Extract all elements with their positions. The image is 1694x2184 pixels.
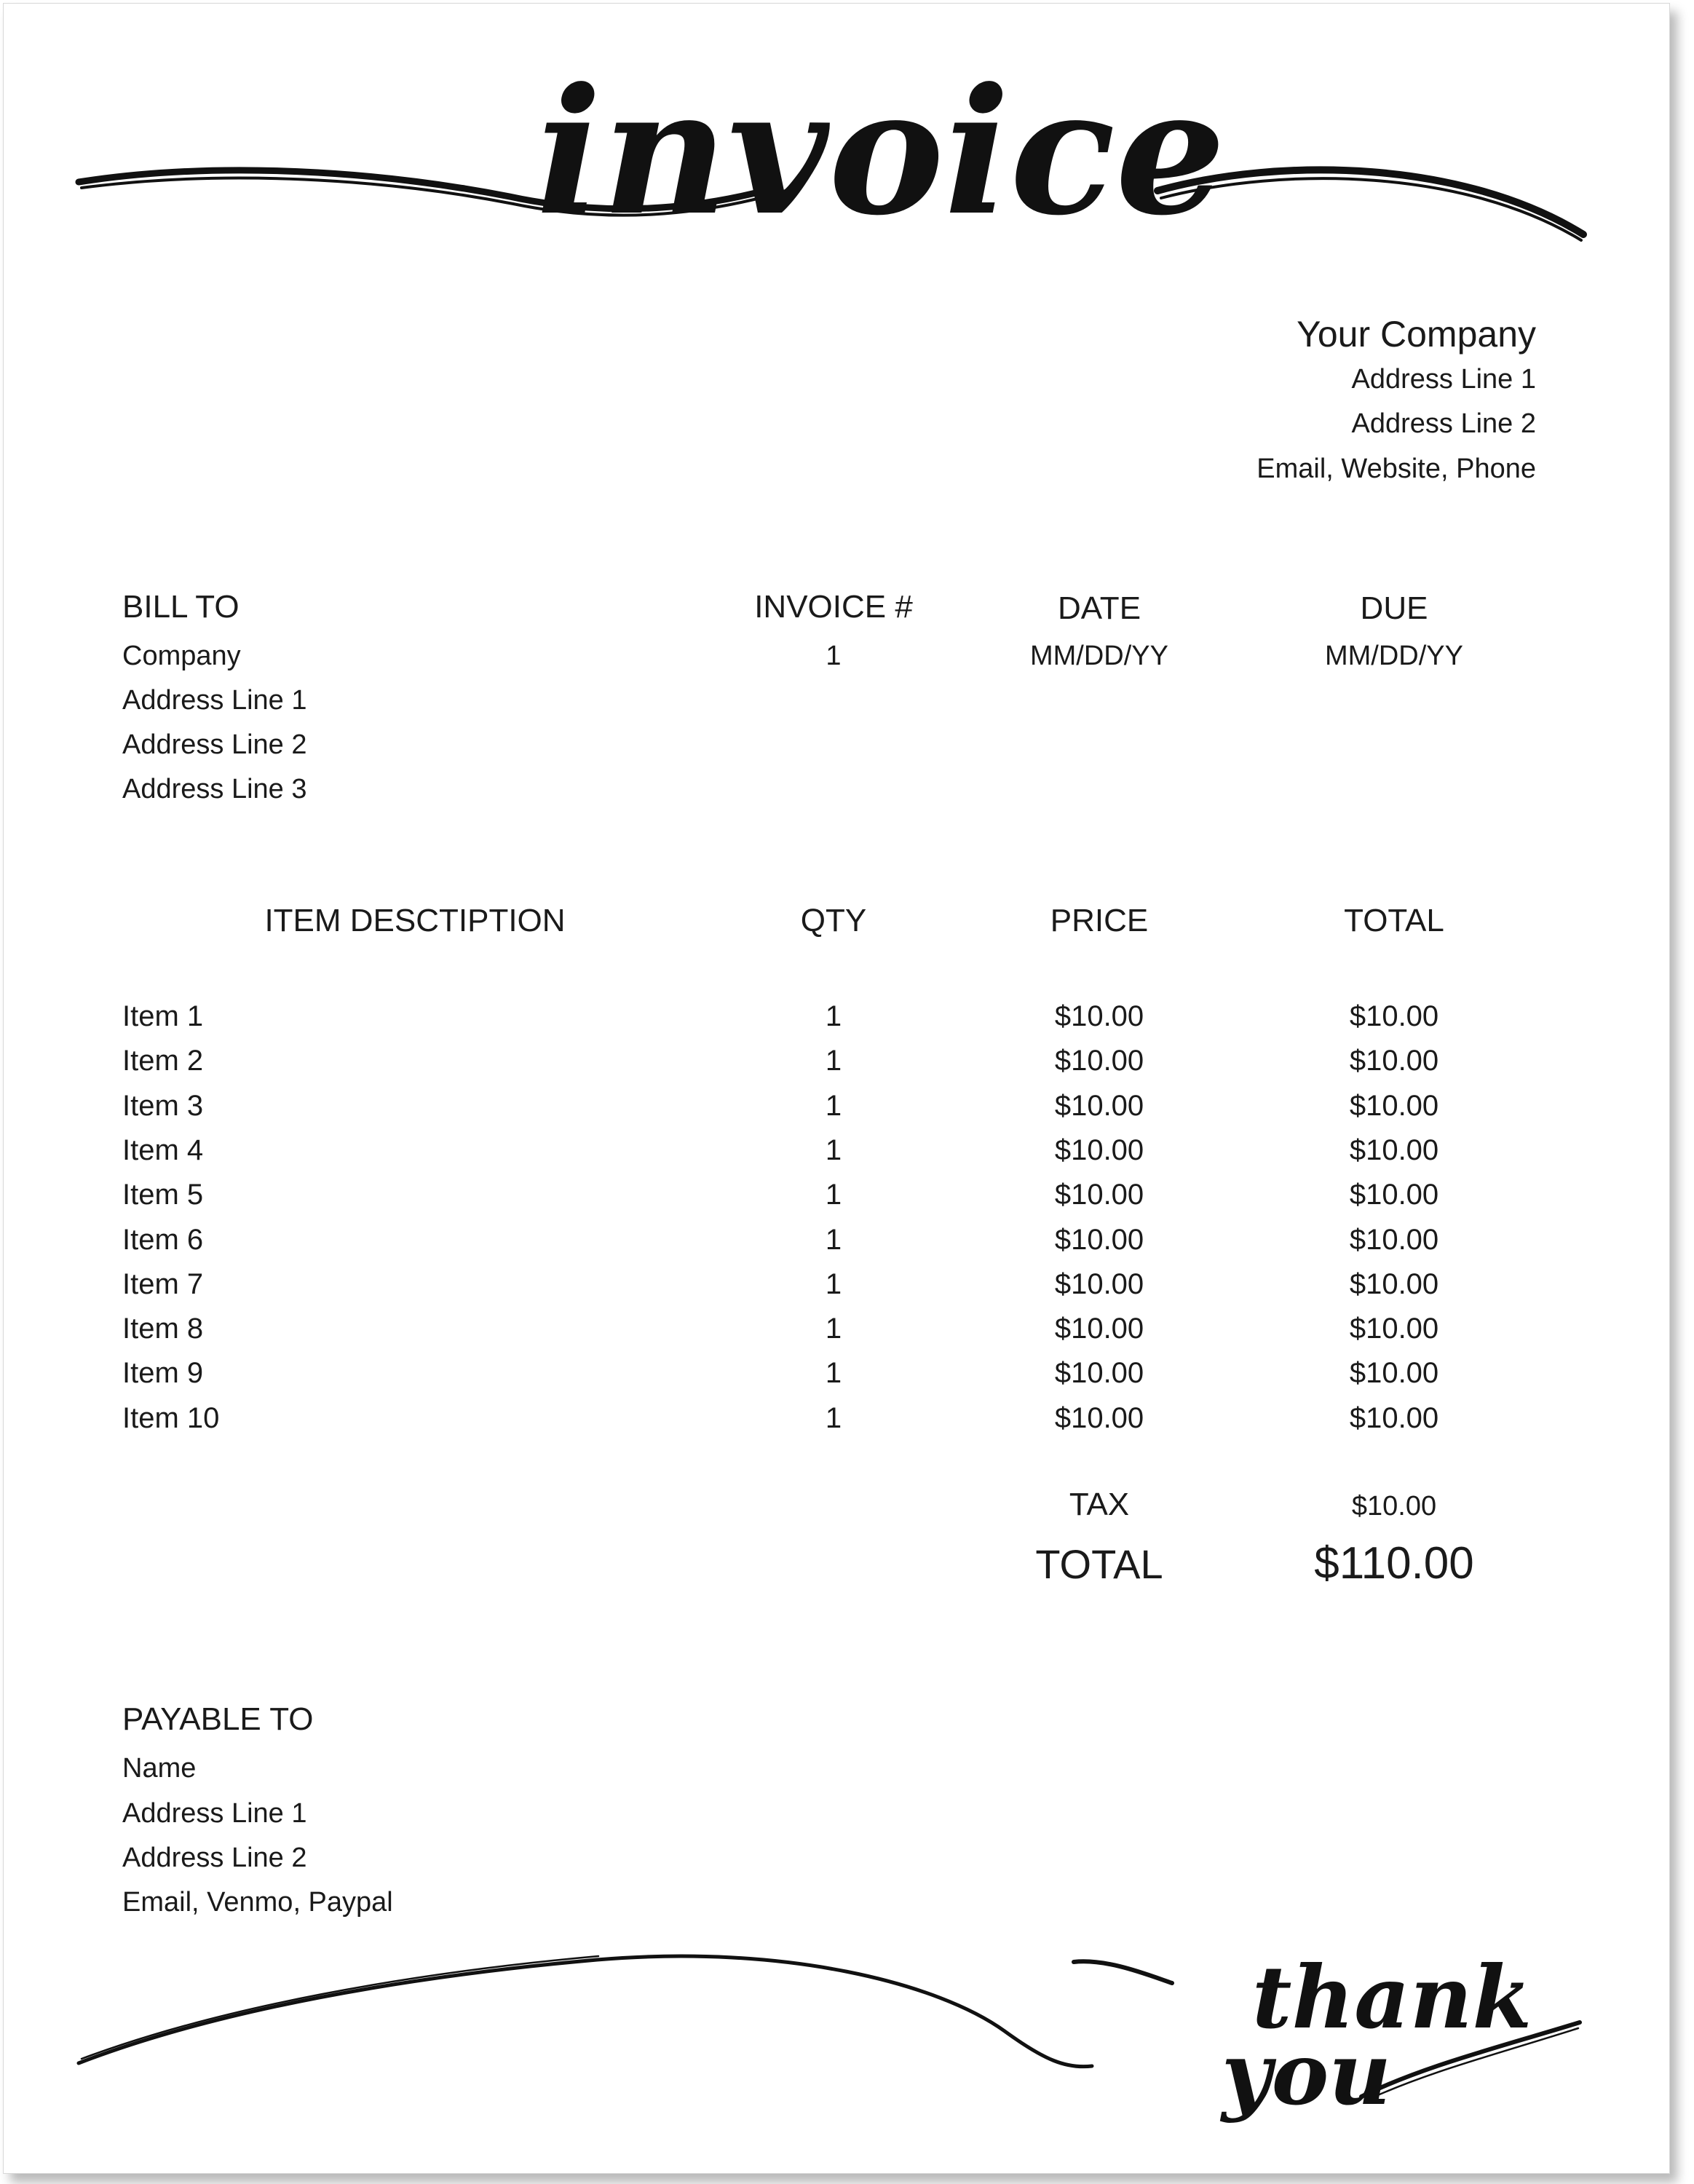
- table-row: [0, 1358, 1694, 1402]
- payable-to-heading: PAYABLE TO: [122, 1701, 314, 1737]
- item-qty: 1: [825, 1179, 842, 1211]
- total-label: TOTAL: [1035, 1541, 1163, 1587]
- bill-to-address-line-3: Address Line 3: [122, 774, 307, 804]
- table-row: [0, 1180, 1694, 1224]
- item-description: Item 5: [122, 1179, 204, 1211]
- item-price: $10.00: [1054, 1000, 1144, 1032]
- item-total: $10.00: [1349, 1357, 1439, 1390]
- item-total: $10.00: [1349, 1401, 1439, 1434]
- tax-label: TAX: [1069, 1487, 1130, 1522]
- company-address-line-2: Address Line 2: [1351, 408, 1536, 439]
- table-row: [0, 1267, 1694, 1313]
- invoice-title: invoice: [536, 51, 1226, 248]
- item-description: Item 7: [122, 1267, 204, 1300]
- item-total: $10.00: [1349, 1179, 1439, 1211]
- item-qty: 1: [825, 1000, 842, 1032]
- item-total: $10.00: [1349, 1089, 1439, 1122]
- invoice-number-heading: INVOICE #: [754, 589, 913, 625]
- item-total: $10.00: [1349, 1267, 1439, 1300]
- item-qty: 1: [825, 1267, 842, 1300]
- item-total: $10.00: [1349, 1313, 1439, 1345]
- company-contact: Email, Website, Phone: [1256, 454, 1536, 484]
- payable-to-address-line-1: Address Line 1: [122, 1798, 307, 1829]
- item-description: Item 9: [122, 1357, 204, 1390]
- invoice-number-value: 1: [826, 641, 842, 671]
- item-total: $10.00: [1349, 1000, 1439, 1032]
- thank-you-text-line-2: you: [1222, 2023, 1392, 2124]
- table-row: [0, 1401, 1694, 1447]
- item-total: $10.00: [1349, 1223, 1439, 1256]
- payable-to-payment-methods: Email, Venmo, Paypal: [122, 1887, 393, 1918]
- due-value: MM/DD/YY: [1325, 641, 1463, 671]
- item-qty: 1: [825, 1089, 842, 1122]
- item-price: $10.00: [1054, 1267, 1144, 1300]
- item-total: $10.00: [1349, 1133, 1439, 1166]
- item-total: $10.00: [1349, 1045, 1439, 1077]
- payable-to-address-line-2: Address Line 2: [122, 1843, 307, 1873]
- table-row: [0, 1091, 1694, 1135]
- item-qty: 1: [825, 1133, 842, 1166]
- grand-total-value: $110.00: [1314, 1538, 1474, 1588]
- item-qty: 1: [825, 1313, 842, 1345]
- item-description: Item 8: [122, 1313, 204, 1345]
- item-description: Item 4: [122, 1133, 204, 1166]
- item-price: $10.00: [1054, 1223, 1144, 1256]
- item-price: $10.00: [1054, 1179, 1144, 1211]
- item-qty: 1: [825, 1357, 842, 1390]
- tax-value: $10.00: [1351, 1491, 1437, 1522]
- item-qty: 1: [825, 1401, 842, 1434]
- item-description: Item 2: [122, 1045, 204, 1077]
- bill-to-address-line-2: Address Line 2: [122, 729, 307, 760]
- item-qty: 1: [825, 1045, 842, 1077]
- thank-you-text-line-1: thank: [1252, 1947, 1532, 2048]
- date-value: MM/DD/YY: [1030, 641, 1168, 671]
- column-header-total: TOTAL: [1344, 903, 1444, 938]
- item-description: Item 3: [122, 1089, 204, 1122]
- item-description: Item 10: [122, 1401, 220, 1434]
- bill-to-company: Company: [122, 641, 241, 671]
- item-price: $10.00: [1054, 1089, 1144, 1122]
- header-decoration: [0, 0, 1694, 248]
- table-row: [0, 1133, 1694, 1179]
- item-price: $10.00: [1054, 1045, 1144, 1077]
- column-header-description: ITEM DESCTIPTION: [264, 903, 566, 938]
- company-address-line-1: Address Line 1: [1351, 364, 1536, 395]
- item-price: $10.00: [1054, 1133, 1144, 1166]
- company-name: Your Company: [1297, 314, 1536, 355]
- footer-decoration: [0, 1907, 1694, 2162]
- table-row: [0, 1002, 1694, 1045]
- item-price: $10.00: [1054, 1313, 1144, 1345]
- payable-to-name: Name: [122, 1753, 197, 1784]
- due-heading: DUE: [1360, 590, 1428, 626]
- date-heading: DATE: [1057, 590, 1141, 626]
- item-qty: 1: [825, 1223, 842, 1256]
- table-row: [0, 1314, 1694, 1358]
- table-row: [0, 1225, 1694, 1269]
- bill-to-address-line-1: Address Line 1: [122, 685, 307, 716]
- item-description: Item 1: [122, 1000, 204, 1032]
- item-price: $10.00: [1054, 1401, 1144, 1434]
- item-description: Item 6: [122, 1223, 204, 1256]
- column-header-price: PRICE: [1050, 903, 1149, 938]
- item-price: $10.00: [1054, 1357, 1144, 1390]
- table-row: [0, 1046, 1694, 1090]
- column-header-qty: QTY: [800, 903, 867, 938]
- bill-to-heading: BILL TO: [122, 589, 240, 625]
